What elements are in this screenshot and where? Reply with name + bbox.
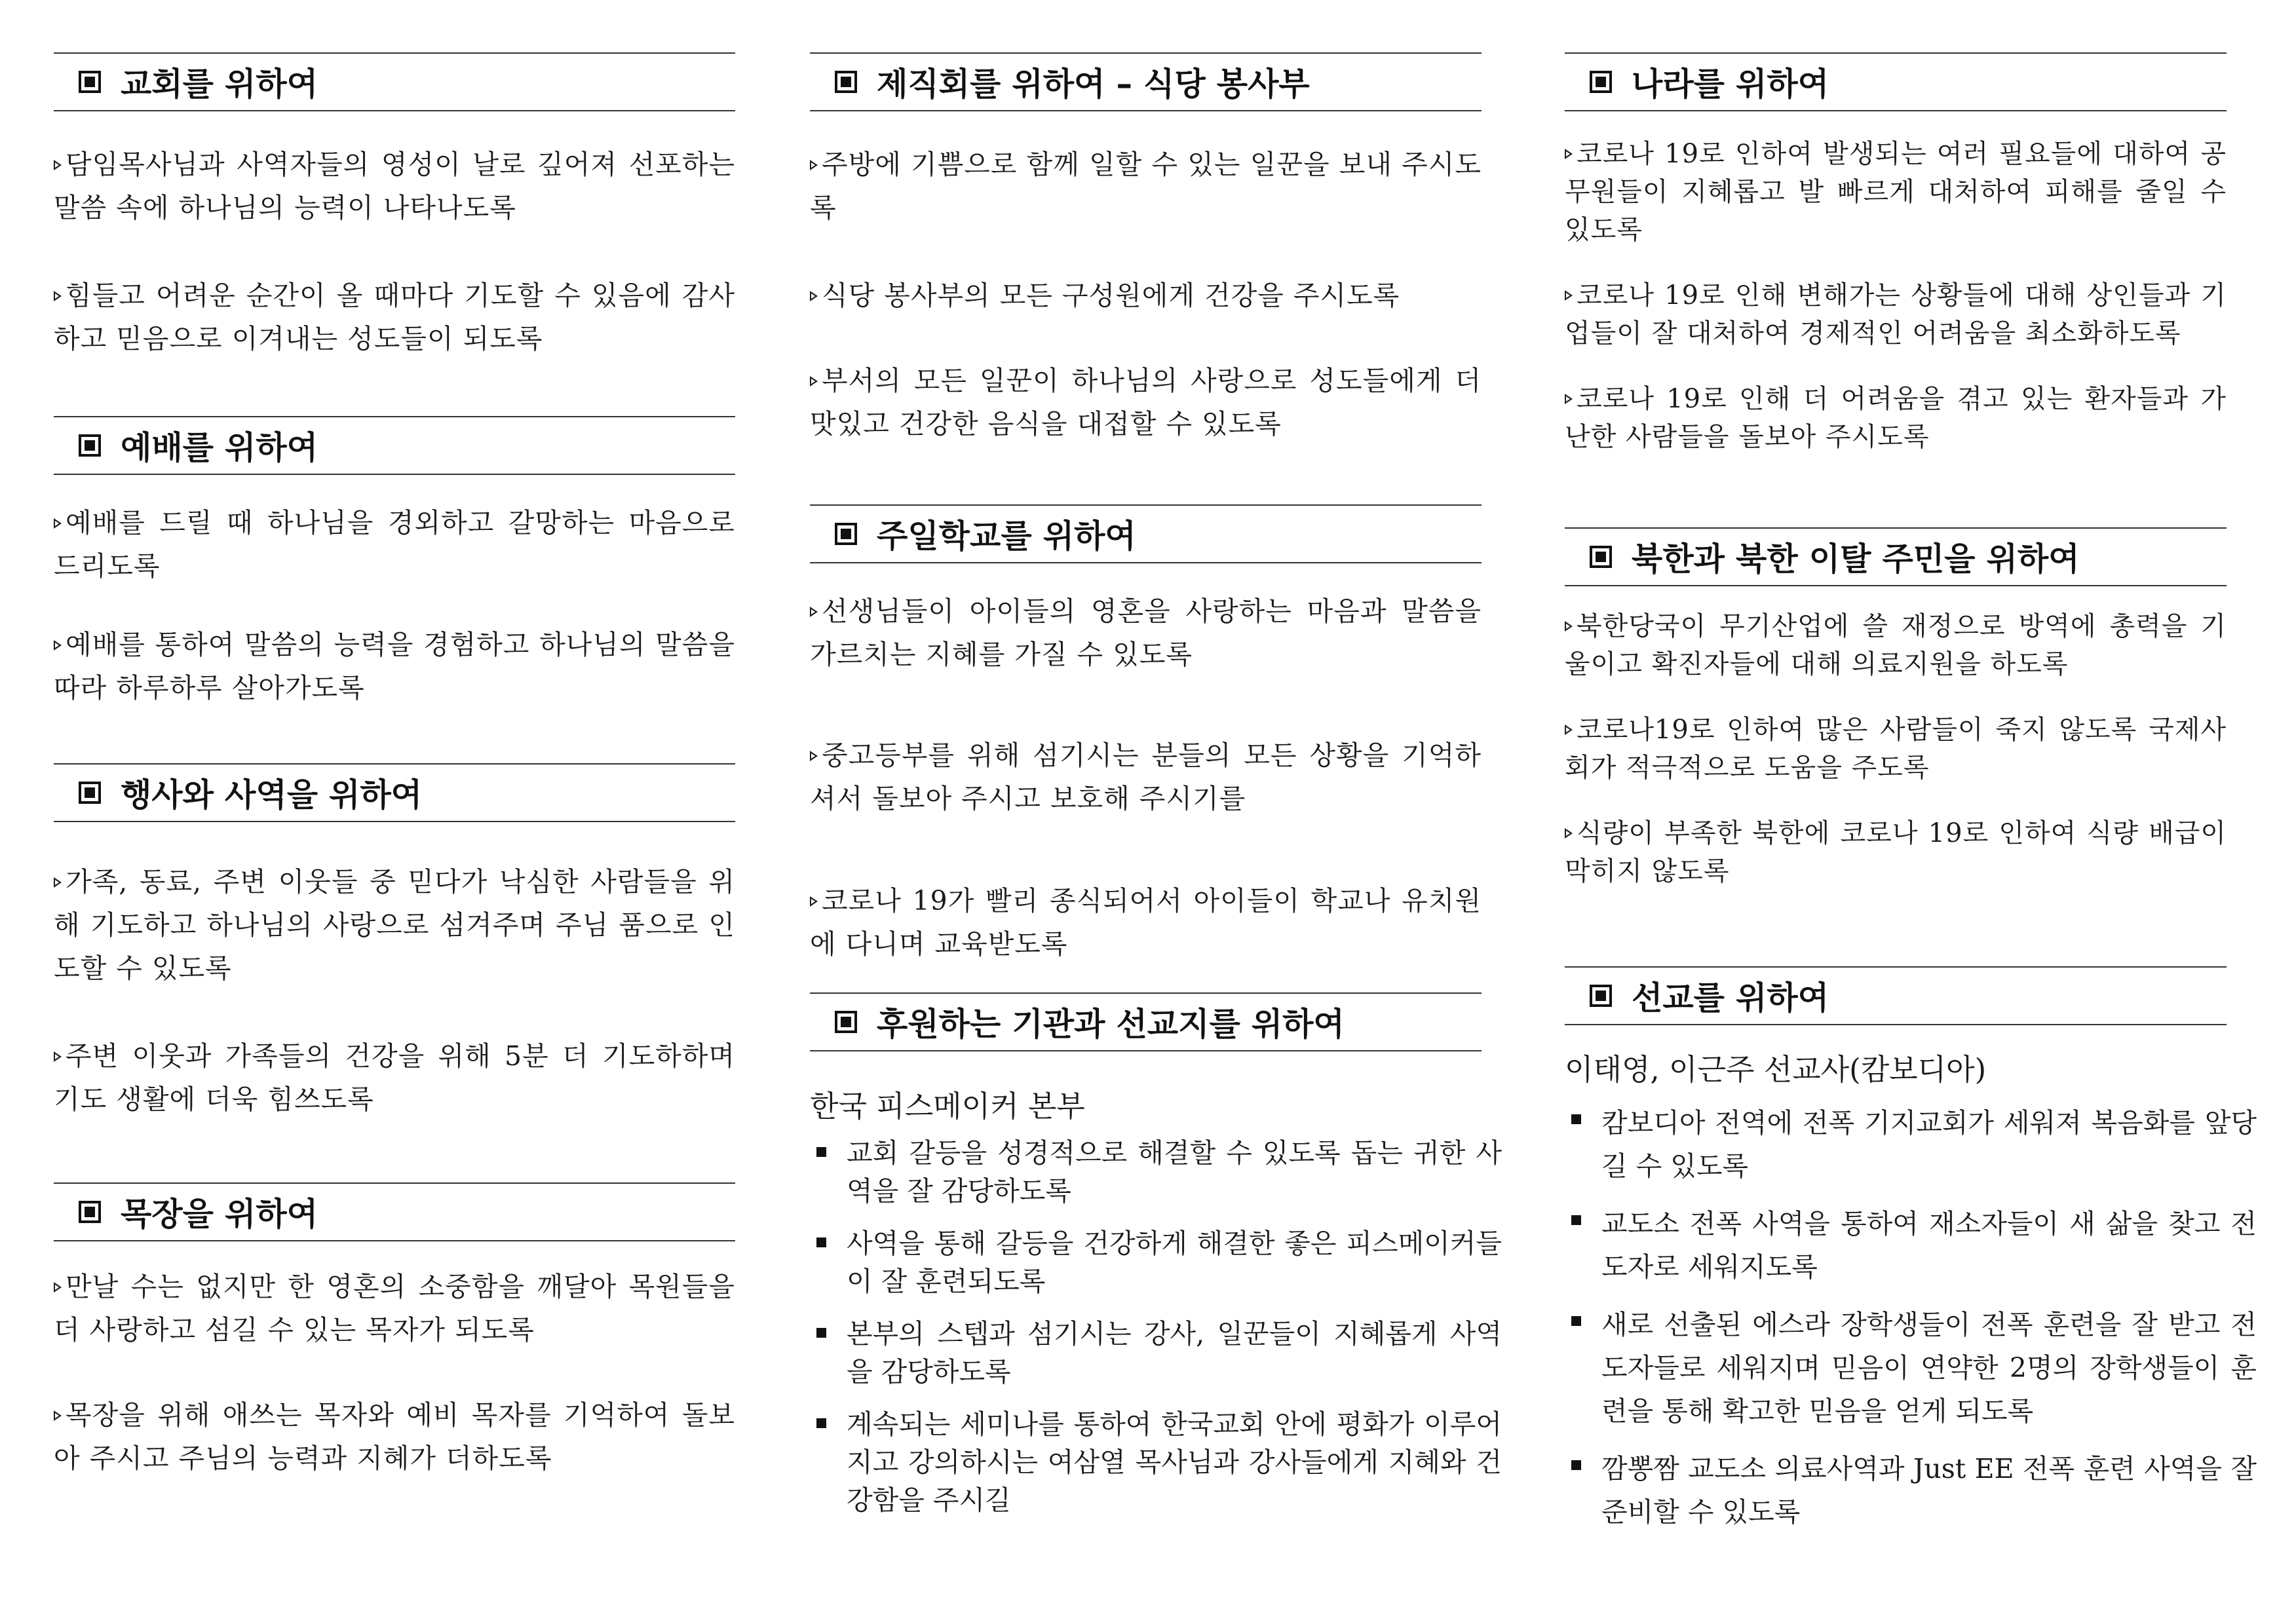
- prayer-item: 중고등부를 위해 섬기시는 분들의 모든 상황을 기억하셔서 돌보아 주시고 보호해 주시기를: [810, 740, 1482, 814]
- prayer-item: 만날 수는 없지만 한 영혼의 소중함을 깨달아 목원들을 더 사랑하고 섬길 수 있는 목자가 되도록: [54, 1271, 735, 1346]
- section-title: 목장을 위하여: [121, 1196, 318, 1233]
- section-title: 선교를 위하여: [1632, 979, 1829, 1017]
- section-title: 행사와 사역을 위하여: [121, 776, 423, 814]
- prayer-item: 주변 이웃과 가족들의 건강을 위해 5분 더 기도하하며 기도 생활에 더욱 힘쓰도록: [54, 1040, 735, 1115]
- prayer-item: 가족, 동료, 주변 이웃들 중 믿다가 낙심한 사람들을 위해 기도하고 하나님의 사랑으로 섬겨주며 주님 품으로 인도할 수 있도록: [54, 866, 735, 984]
- prayer-item: 목장을 위해 애쓰는 목자와 예비 목자를 기억하여 돌보아 주시고 주님의 능력과 지혜가 더하도록: [54, 1399, 735, 1474]
- triangle-bullet-icon: [1565, 828, 1573, 839]
- section-heading: [1565, 966, 2227, 1025]
- triangle-bullet-icon: [54, 877, 62, 888]
- prayer-item: 식당 봉사부의 모든 구성원에게 건강을 주시도록: [810, 274, 1482, 317]
- section-events: [54, 763, 735, 1121]
- section-missions: [1565, 966, 2257, 1534]
- triangle-bullet-icon: [54, 518, 62, 529]
- section-heading: [1565, 527, 2227, 586]
- triangle-bullet-icon: [1565, 149, 1573, 159]
- triangle-bullet-icon: [810, 607, 818, 617]
- section-title: 제직회를 위하여 – 식당 봉사부: [877, 66, 1310, 103]
- prayer-item: 북한당국이 무기산업에 쓸 재정으로 방역에 총력을 기울이고 확진자들에 대해 의료지원을 하도록: [1565, 611, 2227, 679]
- prayer-item: 부서의 모든 일꾼이 하나님의 사랑으로 성도들에게 더 맛있고 건강한 음식을 대접할 수 있도록: [810, 365, 1482, 440]
- prayer-item: 코로나 19로 인해 더 어려움을 겪고 있는 환자들과 가난한 사람들을 돌보아 주시도록: [1565, 384, 2227, 452]
- section-north-korea: [1565, 527, 2227, 890]
- square-bullet-icon: [835, 523, 857, 545]
- section-title: 후원하는 기관과 선교지를 위하여: [877, 1006, 1345, 1043]
- prayer-item: 담임목사님과 사역자들의 영성이 날로 깊어져 선포하는 말씀 속에 하나님의 능력이 나타나도록: [54, 149, 735, 223]
- square-bullet-icon: [79, 1201, 101, 1223]
- square-bullet-icon: [79, 434, 101, 457]
- missionary-names: 이태영, 이근주 선교사(캄보디아): [1565, 1052, 1987, 1087]
- triangle-bullet-icon: [810, 896, 818, 907]
- list-item: 깜뽕짬 교도소 의료사역과 Just EE 전폭 훈련 사역을 잘 준비할 수 있도록: [1565, 1447, 2257, 1534]
- section-heading: [54, 52, 735, 111]
- square-bullet-icon: [79, 782, 101, 804]
- triangle-bullet-icon: [810, 160, 818, 170]
- square-bullet-icon: [1590, 546, 1612, 568]
- section-heading: [54, 763, 735, 822]
- prayer-item: 힘들고 어려운 순간이 올 때마다 기도할 수 있음에 감사하고 믿음으로 이겨내는 성도들이 되도록: [54, 280, 735, 354]
- triangle-bullet-icon: [810, 751, 818, 761]
- triangle-bullet-icon: [54, 160, 62, 170]
- section-heading: [1565, 52, 2227, 111]
- triangle-bullet-icon: [810, 376, 818, 387]
- triangle-bullet-icon: [54, 1051, 62, 1062]
- prayer-item: 예배를 통하여 말씀의 능력을 경험하고 하나님의 말씀을 따라 하루하루 살아가도록: [54, 629, 735, 704]
- square-bullet-icon: [1571, 1460, 1581, 1470]
- square-bullet-icon: [816, 1418, 826, 1428]
- triangle-bullet-icon: [1565, 394, 1573, 404]
- section-sunday-school: [810, 504, 1482, 966]
- prayer-item: 예배를 드릴 때 하나님을 경외하고 갈망하는 마음으로 드리도록: [54, 507, 735, 582]
- list-item: 캄보디아 전역에 전폭 기지교회가 세워져 복음화를 앞당길 수 있도록: [1565, 1101, 2257, 1188]
- triangle-bullet-icon: [1565, 290, 1573, 301]
- section-heading: [54, 416, 735, 475]
- section-title: 북한과 북한 이탈 주민을 위하여: [1632, 540, 2080, 578]
- section-heading: [810, 504, 1482, 563]
- triangle-bullet-icon: [54, 1282, 62, 1293]
- prayer-item: 코로나 19가 빨리 종식되어서 아이들이 학교나 유치원에 다니며 교육받도록: [810, 885, 1482, 960]
- prayer-item: 선생님들이 아이들의 영혼을 사랑하는 마음과 말씀을 가르치는 지혜를 가질 수 있도록: [810, 595, 1482, 670]
- section-title: 나라를 위하여: [1632, 66, 1829, 103]
- triangle-bullet-icon: [1565, 621, 1573, 632]
- square-bullet-icon: [816, 1147, 826, 1157]
- list-item: 본부의 스텝과 섬기시는 강사, 일꾼들이 지혜롭게 사역을 감당하도록: [810, 1315, 1502, 1391]
- section-church: [54, 52, 735, 360]
- section-nation: [1565, 52, 2227, 456]
- prayer-item: 코로나19로 인하여 많은 사람들이 죽지 않도록 국제사회가 적극적으로 도움을 주도록: [1565, 715, 2227, 783]
- list-item: 교회 갈등을 성경적으로 해결할 수 있도록 돕는 귀한 사역을 잘 감당하도록: [810, 1134, 1502, 1210]
- section-heading: [54, 1182, 735, 1241]
- section-supported-missions: [810, 992, 1502, 1519]
- prayer-item: 식량이 부족한 북한에 코로나 19로 인하여 식량 배급이 막히지 않도록: [1565, 818, 2227, 886]
- triangle-bullet-icon: [54, 1410, 62, 1421]
- section-deacons-kitchen: [810, 52, 1482, 445]
- prayer-item: 코로나 19로 인하여 발생되는 여러 필요들에 대하여 공무원들이 지혜롭고 발 빠르게 대처하여 피해를 줄일 수 있도록: [1565, 139, 2227, 245]
- section-title: 예배를 위하여: [121, 429, 318, 466]
- square-bullet-icon: [835, 1011, 857, 1033]
- square-bullet-icon: [816, 1328, 826, 1338]
- list-item: 새로 선출된 에스라 장학생들이 전폭 훈련을 잘 받고 전도자들로 세워지며 믿음이 연약한 2명의 장학생들이 훈련을 통해 확고한 믿음을 얻게 되도록: [1565, 1303, 2257, 1433]
- section-cell-group: [54, 1182, 735, 1480]
- triangle-bullet-icon: [54, 291, 62, 301]
- square-bullet-icon: [1571, 1215, 1581, 1225]
- prayer-item: 코로나 19로 인해 변해가는 상황들에 대해 상인들과 기업들이 잘 대처하여 경제적인 어려움을 최소화하도록: [1565, 280, 2227, 349]
- square-bullet-icon: [1590, 985, 1612, 1007]
- list-item: 사역을 통해 갈등을 건강하게 해결한 좋은 피스메이커들이 잘 훈련되도록: [810, 1224, 1502, 1300]
- prayer-item: 주방에 기쁨으로 함께 일할 수 있는 일꾼을 보내 주시도록: [810, 149, 1482, 223]
- square-bullet-icon: [79, 71, 101, 93]
- square-bullet-icon: [1571, 1316, 1581, 1326]
- list-item: 교도소 전폭 사역을 통하여 재소자들이 새 삶을 찾고 전도자로 세워지도록: [1565, 1202, 2257, 1289]
- section-heading: [810, 992, 1482, 1051]
- triangle-bullet-icon: [54, 640, 62, 651]
- square-bullet-icon: [816, 1237, 826, 1247]
- list-item: 계속되는 세미나를 통하여 한국교회 안에 평화가 이루어지고 강의하시는 여삼열 목사님과 강사들에게 지혜와 건강함을 주시길: [810, 1405, 1502, 1519]
- triangle-bullet-icon: [810, 291, 818, 301]
- section-heading: [810, 52, 1482, 111]
- section-title: 교회를 위하여: [121, 66, 318, 103]
- triangle-bullet-icon: [1565, 725, 1573, 735]
- section-worship: [54, 416, 735, 709]
- square-bullet-icon: [1571, 1114, 1581, 1124]
- square-bullet-icon: [835, 71, 857, 93]
- section-title: 주일학교를 위하여: [877, 518, 1136, 555]
- square-bullet-icon: [1590, 71, 1612, 93]
- organization-name: 한국 피스메이커 본부: [810, 1089, 1085, 1124]
